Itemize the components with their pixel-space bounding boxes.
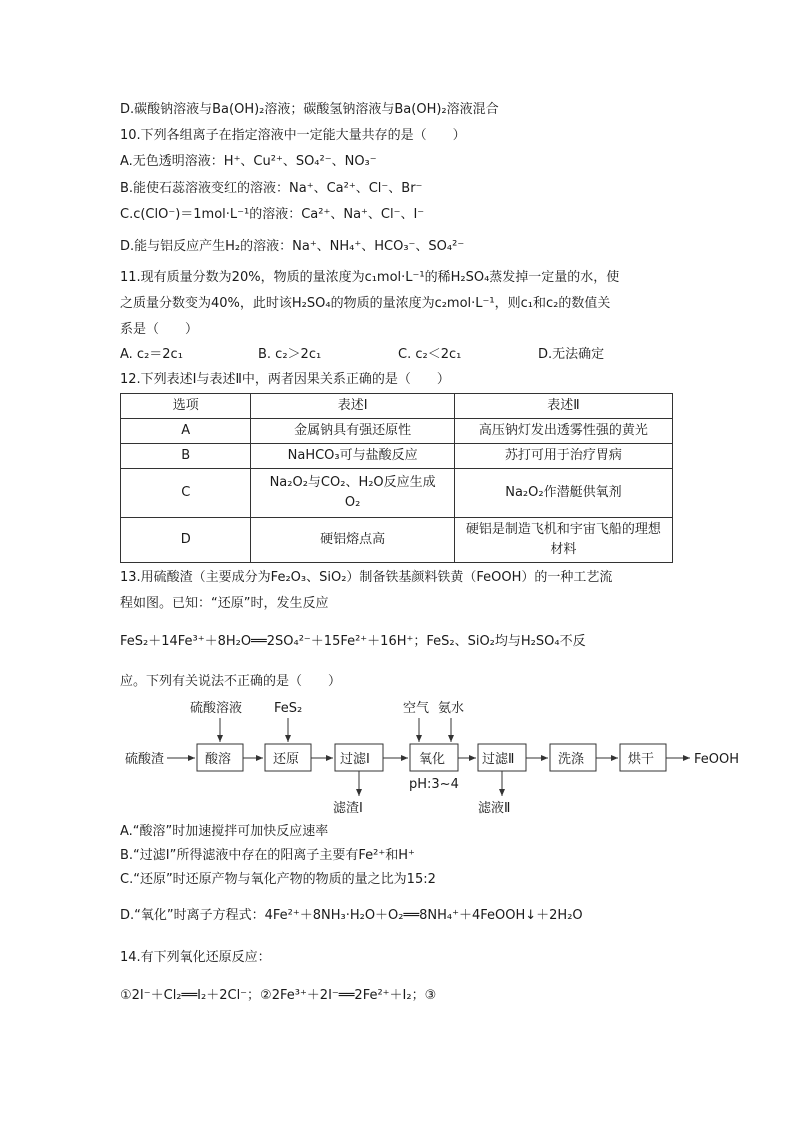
table-cell-option: C [121,469,251,518]
q11-stem-line2: 之质量分数变为40%，此时该H₂SO₄的物质的量浓度为c₂mol·L⁻¹，则c₁和c₂的数值关 [120,296,611,311]
q11-option-a: A. c₂＝2c₁ [120,347,183,362]
table-header-statement1: 表述Ⅰ [251,394,454,419]
q10-option-c: C.c(ClO⁻)＝1mol·L⁻¹的溶液：Ca²⁺、Na⁺、Cl⁻、I⁻ [120,207,425,222]
flow-step-reduce: 还原 [273,752,300,767]
table-header-row [121,394,673,419]
table-cell-statement2: Na₂O₂作潜艇供氧剂 [454,469,672,518]
table-row [121,518,673,563]
table-row [121,469,673,518]
flow-step-filter2: 过滤Ⅱ [482,752,515,767]
q13-option-b: B.“过滤Ⅰ”所得滤液中存在的阳离子主要有Fe²⁺和H⁺ [120,848,415,863]
q11-option-d: D.无法确定 [538,347,605,362]
table-cell-statement1: Na₂O₂与CO₂、H₂O反应生成O₂ [251,469,454,518]
table-cell-statement1: NaHCO₃可与盐酸反应 [251,444,454,469]
q14-equations: ①2I⁻＋Cl₂══I₂＋2Cl⁻；②2Fe³⁺＋2I⁻══2Fe²⁺＋I₂；③ [120,988,437,1003]
table-cell-statement2: 苏打可用于治疗胃病 [454,444,672,469]
q14-stem: 14.有下列氧化还原反应： [120,950,271,965]
flow-input-ammonia: 氨水 [438,701,465,716]
table-cell-option: A [121,419,251,444]
flow-input-air: 空气 [403,701,430,716]
table-row [121,444,673,469]
q11-stem-line1: 11.现有质量分数为20%，物质的量浓度为c₁mol·L⁻¹的稀H₂SO₄蒸发掉一定量的水，使 [120,270,620,285]
table-cell-option: D [121,518,251,563]
flow-start-label: 硫酸渣 [125,752,165,767]
flow-step-wash: 洗涤 [558,752,585,767]
flow-input-acid: 硫酸溶液 [190,701,243,716]
q9-option-d: D.碳酸钠溶液与Ba(OH)₂溶液；碳酸氢钠溶液与Ba(OH)₂溶液混合 [120,102,499,117]
q13-stem-line1: 13.用硫酸渣（主要成分为Fe₂O₃、SiO₂）制备铁基颜料铁黄（FeOOH）的一种工艺流 [120,570,613,585]
flow-product-label: FeOOH [694,752,740,767]
q11-stem-line3: 系是（ ） [120,322,199,337]
q12-table [120,393,673,563]
flow-step-filter1: 过滤Ⅰ [340,752,370,767]
table-row [121,419,673,444]
flow-output-filtrate: 滤液Ⅱ [478,801,511,816]
flow-step-acid-dissolve: 酸溶 [205,752,232,767]
flow-input-fes2: FeS₂ [274,701,303,716]
flow-step-oxidize: 氧化 [419,752,446,767]
table-cell-statement2: 硬铝是制造飞机和宇宙飞船的理想材料 [454,518,672,563]
q11-option-c: C. c₂＜2c₁ [398,347,462,362]
q12-stem: 12.下列表述Ⅰ与表述Ⅱ中，两者因果关系正确的是（ ） [120,372,450,387]
table-cell-statement1: 硬铝熔点高 [251,518,454,563]
flow-ph-label: pH:3~4 [409,777,459,792]
table-cell-option: B [121,444,251,469]
q10-option-d: D.能与铝反应产生H₂的溶液：Na⁺、NH₄⁺、HCO₃⁻、SO₄²⁻ [120,239,465,254]
q13-stem-line3: 应。下列有关说法不正确的是（ ） [120,674,342,689]
table-cell-statement1: 金属钠具有强还原性 [251,419,454,444]
q13-option-a: A.“酸溶”时加速搅拌可加快反应速率 [120,824,329,839]
q13-option-d: D.“氧化”时离子方程式：4Fe²⁺＋8NH₃·H₂O＋O₂══8NH₄⁺＋4FeOOH↓＋2H₂O [120,908,583,923]
process-flow-diagram [120,694,745,819]
q13-stem-line2: 程如图。已知：“还原”时，发生反应 [120,596,329,611]
table-header-option: 选项 [121,394,251,419]
q10-option-a: A.无色透明溶液：H⁺、Cu²⁺、SO₄²⁻、NO₃⁻ [120,154,377,169]
q10-option-b: B.能使石蕊溶液变红的溶液：Na⁺、Ca²⁺、Cl⁻、Br⁻ [120,181,423,196]
table-cell-statement2: 高压钠灯发出透雾性强的黄光 [454,419,672,444]
flow-output-residue: 滤渣Ⅰ [333,801,363,816]
q11-option-b: B. c₂＞2c₁ [258,347,322,362]
q13-equation: FeS₂＋14Fe³⁺＋8H₂O══2SO₄²⁻＋15Fe²⁺＋16H⁺；FeS₂、SiO₂均与H₂SO₄不反 [120,634,586,649]
table-header-statement2: 表述Ⅱ [454,394,672,419]
q13-option-c: C.“还原”时还原产物与氧化产物的物质的量之比为15:2 [120,872,436,887]
flow-step-dry: 烘干 [628,752,655,767]
q10-stem: 10.下列各组离子在指定溶液中一定能大量共存的是（ ） [120,128,466,143]
